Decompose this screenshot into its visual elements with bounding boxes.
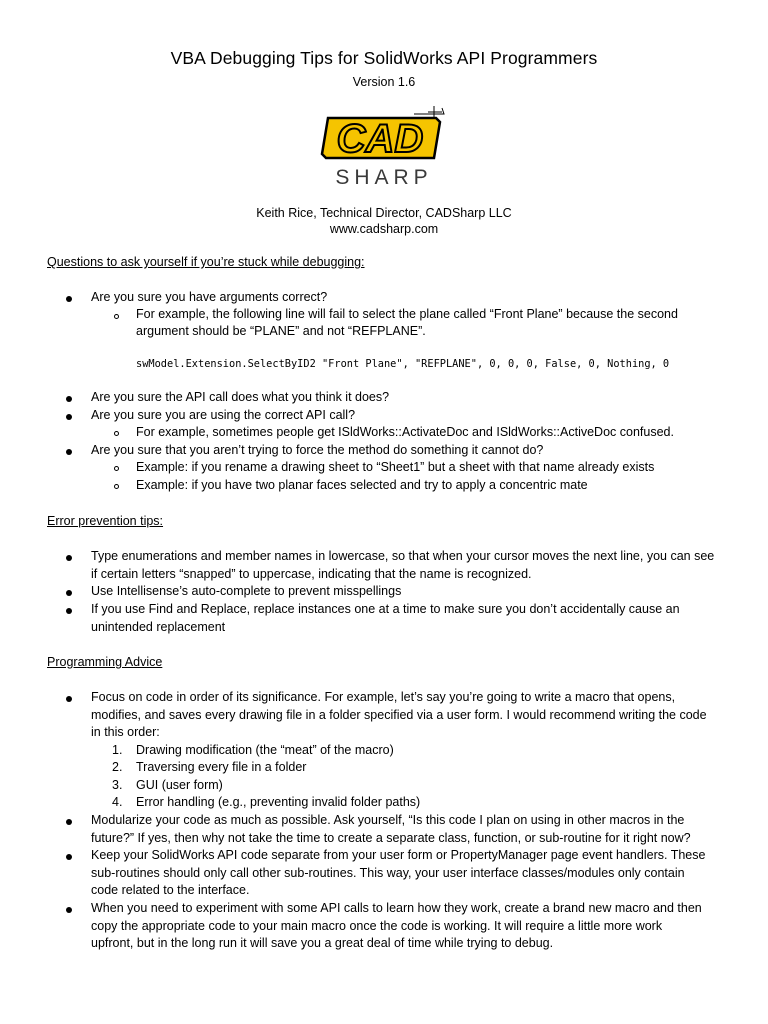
list-item: Keep your SolidWorks API code separate from your user form or PropertyManager page event handlers. These xyxy=(91,848,706,862)
sub-bullet-icon xyxy=(114,466,119,471)
bullet-icon xyxy=(66,854,72,860)
logo-text-cad: CAD xyxy=(336,117,424,161)
section-heading-debugging: Questions to ask yourself if you’re stuck while debugging: xyxy=(47,255,365,269)
section-heading-error-prevention: Error prevention tips: xyxy=(47,514,164,528)
list-item-cont: copy the appropriate code to your main macro once the code is working. It will require a little more work xyxy=(91,919,663,933)
list-item: Are you sure you are using the correct API call? xyxy=(91,408,356,422)
numbered-item-marker: 4. xyxy=(112,795,123,809)
list-item-cont: upfront, but in the long run it will save you a great deal of time while trying to debug. xyxy=(91,936,554,950)
bullet-icon xyxy=(66,590,72,596)
list-item-cont: future?” If yes, then why not take the time to create a separate class, function, or sub-routine for it right now? xyxy=(91,831,691,845)
numbered-item-marker: 3. xyxy=(112,778,123,792)
numbered-item-marker: 2. xyxy=(112,760,123,774)
bullet-icon xyxy=(66,296,72,302)
list-item: For example, sometimes people get ISldWorks::ActivateDoc and ISldWorks::ActiveDoc confused. xyxy=(136,425,674,439)
list-item: If you use Find and Replace, replace instances one at a time to make sure you don’t accidentally cause an xyxy=(91,602,680,616)
document-title: VBA Debugging Tips for SolidWorks API Programmers xyxy=(170,48,598,68)
list-item: Example: if you rename a drawing sheet to “Sheet1” but a sheet with that name already exists xyxy=(136,460,655,474)
bullet-icon xyxy=(66,907,72,913)
bullet-icon xyxy=(66,396,72,402)
numbered-item: Drawing modification (the “meat” of the macro) xyxy=(136,743,394,757)
list-item: Are you sure you have arguments correct? xyxy=(91,290,328,304)
numbered-item: GUI (user form) xyxy=(136,778,223,792)
list-item: Modularize your code as much as possible. Ask yourself, “Is this code I plan on using in other macros in the xyxy=(91,813,685,827)
sub-bullet-icon xyxy=(114,484,119,489)
bullet-icon xyxy=(66,696,72,702)
list-item: When you need to experiment with some API calls to learn how they work, create a brand new macro and then xyxy=(91,901,702,915)
bullet-icon xyxy=(66,819,72,825)
list-item: Example: if you have two planar faces selected and try to apply a concentric mate xyxy=(136,478,588,492)
section-heading-programming-advice: Programming Advice xyxy=(47,655,163,669)
list-item: Are you sure the API call does what you think it does? xyxy=(91,390,390,404)
list-item-cont: argument should be “PLANE” and not “REFPLANE”. xyxy=(136,324,426,338)
list-item-cont: if certain letters “snapped” to uppercase, indicating that the name is recognized. xyxy=(91,567,532,581)
version-label: Version 1.6 xyxy=(352,75,416,89)
list-item: Are you sure that you aren’t trying to force the method do something it cannot do? xyxy=(91,443,544,457)
bullet-icon xyxy=(66,449,72,455)
code-sample: swModel.Extension.SelectByID2 "Front Plane", "REFPLANE", 0, 0, 0, False, 0, Nothing, 0 xyxy=(136,358,670,370)
sub-bullet-icon xyxy=(114,431,119,436)
website-link[interactable]: www.cadsharp.com xyxy=(329,222,439,236)
list-item: Type enumerations and member names in lowercase, so that when your cursor moves the next line, you can see xyxy=(91,549,715,563)
list-item-cont: in this order: xyxy=(91,725,160,739)
numbered-item: Error handling (e.g., preventing invalid folder paths) xyxy=(136,795,421,809)
list-item: For example, the following line will fail to select the plane called “Front Plane” because the second xyxy=(136,307,678,321)
bullet-icon xyxy=(66,608,72,614)
author-line: Keith Rice, Technical Director, CADSharp LLC xyxy=(256,206,512,220)
logo-text-sharp: SHARP xyxy=(335,166,433,189)
bullet-icon xyxy=(66,555,72,561)
list-item: Use Intellisense’s auto-complete to prevent misspellings xyxy=(91,584,402,598)
list-item-cont: sub-routines should only call other sub-routines. This way, your user interface classes/modules only contain xyxy=(91,866,685,880)
numbered-item: Traversing every file in a folder xyxy=(136,760,307,774)
list-item-cont: code related to the interface. xyxy=(91,883,250,897)
bullet-icon xyxy=(66,414,72,420)
sub-bullet-icon xyxy=(114,314,119,319)
list-item: Focus on code in order of its significance. For example, let’s say you’re going to write a macro that opens, xyxy=(91,690,676,704)
cadsharp-logo xyxy=(318,106,450,190)
numbered-item-marker: 1. xyxy=(112,743,123,757)
author-block xyxy=(0,205,768,237)
list-item-cont: unintended replacement xyxy=(91,620,226,634)
list-item-cont: modifies, and saves every drawing file in a folder specified via a user form. I would recommend writing the code xyxy=(91,708,707,722)
